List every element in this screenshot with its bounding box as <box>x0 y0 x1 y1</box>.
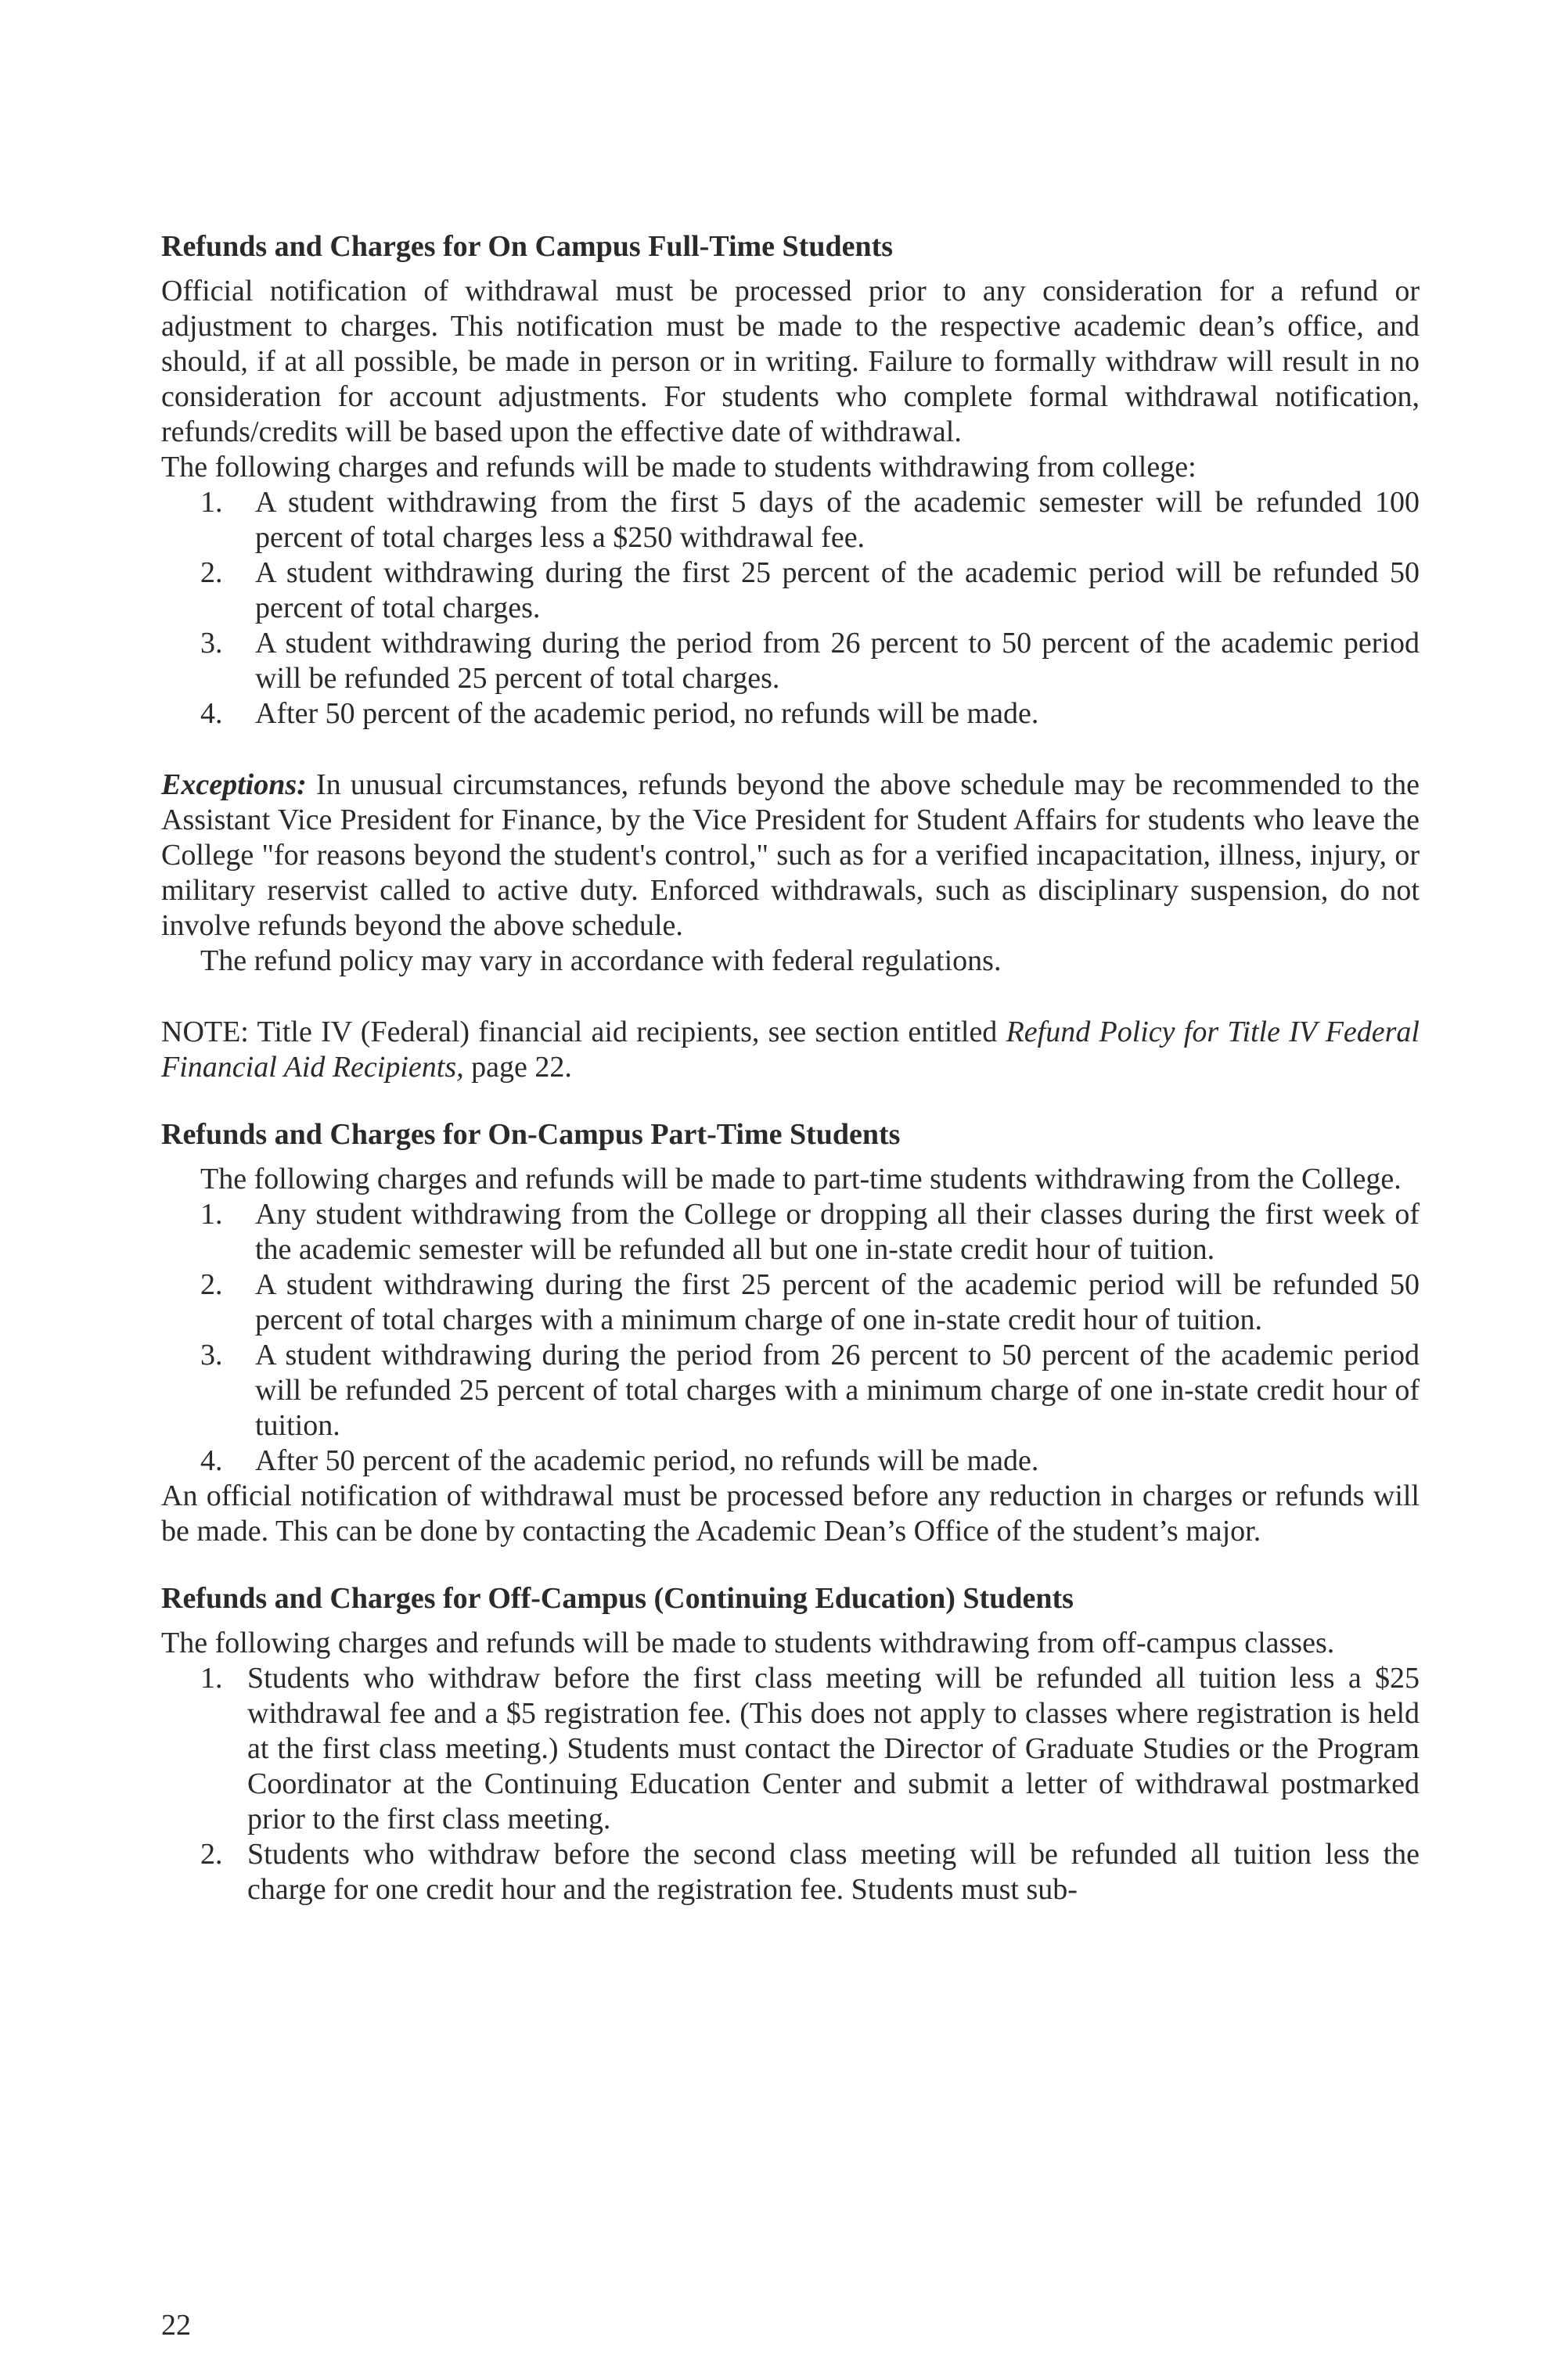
list-item-number: 1. <box>200 486 223 519</box>
full-time-heading: Refunds and Charges for On Campus Full-Time Students <box>161 230 894 263</box>
off-campus-intro: The following charges and refunds will be made to students withdrawing from off-campus classes. <box>161 1627 1335 1659</box>
list-item <box>161 555 1420 626</box>
exceptions-paragraph <box>161 768 1420 944</box>
list-item-number: 2. <box>200 1268 223 1301</box>
list-item-number: 2. <box>200 556 223 589</box>
page-content <box>161 228 1420 1907</box>
list-item <box>161 626 1420 696</box>
part-time-heading: Refunds and Charges for On-Campus Part-Time Students <box>161 1118 901 1151</box>
list-item <box>161 1837 1420 1907</box>
list-item-number: 3. <box>200 627 223 660</box>
list-item-number: 4. <box>200 697 223 730</box>
title-iv-note <box>161 1015 1420 1085</box>
part-time-list <box>161 1197 1420 1479</box>
full-time-list <box>161 485 1420 732</box>
page-number: 22 <box>161 2309 191 2342</box>
list-item-text: A student withdrawing during the first 25 percent of the academic period will be refunded 50 percent of total charges. <box>255 556 1420 624</box>
refund-policy-note: The refund policy may vary in accordance with federal regulations. <box>200 944 1002 977</box>
off-campus-heading: Refunds and Charges for Off-Campus (Continuing Education) Students <box>161 1582 1074 1615</box>
list-item-text: After 50 percent of the academic period, no refunds will be made. <box>255 1444 1039 1477</box>
list-item-text: After 50 percent of the academic period, no refunds will be made. <box>255 697 1039 730</box>
list-item-text: A student withdrawing during the first 25 percent of the academic period will be refunded 50 percent of total charges with a minimum charge of one in-state credit hour of tuition. <box>255 1268 1420 1336</box>
list-item <box>161 1443 1420 1479</box>
list-item-text: A student withdrawing during the period from 26 percent to 50 percent of the academic period will be refunded 25 percent of total charges with a minimum charge of one in-state credit hour of tuition. <box>255 1339 1420 1442</box>
list-item-text: Students who withdraw before the second class meeting will be refunded all tuition less the charge for one credit hour and the registration fee. Students must sub- <box>247 1838 1420 1906</box>
off-campus-list <box>161 1661 1420 1907</box>
list-item <box>161 1197 1420 1267</box>
list-item-number: 1. <box>200 1198 223 1231</box>
list-item-number: 1. <box>200 1662 223 1695</box>
exceptions-label: Exceptions: <box>161 768 307 801</box>
part-time-intro: The following charges and refunds will be made to part-time students withdrawing from the College. <box>200 1163 1402 1195</box>
list-item-text: A student withdrawing from the first 5 days of the academic semester will be refunded 100 percent of total charges less a $250 withdrawal fee. <box>255 486 1420 554</box>
note-suffix: page 22. <box>463 1051 572 1084</box>
list-item-text: Any student withdrawing from the College or dropping all their classes during the first week of the academic semester will be refunded all but one in-state credit hour of tuition. <box>255 1198 1420 1266</box>
list-item-number: 3. <box>200 1339 223 1372</box>
list-item-number: 4. <box>200 1444 223 1477</box>
list-item-number: 2. <box>200 1838 223 1871</box>
list-item-text: Students who withdraw before the first class meeting will be refunded all tuition less a $25 withdrawal fee and a $5 registration fee. (This does not apply to classes where registration is held at the first class meeting.) Students must contact the Director of Graduate Studies or the Program Coordinator at the Continuing Education Center and submit a letter of withdrawal postmarked prior to the first class meeting. <box>247 1662 1420 1835</box>
full-time-lead: The following charges and refunds will be made to students withdrawing from college: <box>161 451 1197 484</box>
note-section-title: Refund Policy for Title IV Federal Financial Aid Recipients, <box>161 1016 1420 1084</box>
list-item-text: A student withdrawing during the period from 26 percent to 50 percent of the academic period will be refunded 25 percent of total charges. <box>255 627 1420 695</box>
note-prefix: NOTE: Title IV (Federal) financial aid recipients, see section entitled <box>161 1016 1006 1048</box>
list-item <box>161 696 1420 732</box>
full-time-intro: Official notification of withdrawal must be processed prior to any consideration for a refund or adjustment to charges. This notification must be made to the respective academic dean’s office, and should, if at all possible, be made in person or in writing. Failure to formally withdraw will result in no consideration for account adjustments. For students who complete formal withdrawal notification, refunds/credits will be based upon the effective date of withdrawal. <box>161 275 1420 448</box>
list-item <box>161 1338 1420 1443</box>
list-item <box>161 485 1420 555</box>
list-item <box>161 1661 1420 1837</box>
list-item <box>161 1267 1420 1338</box>
exceptions-text: In unusual circumstances, refunds beyond the above schedule may be recommended to the Assistant Vice President for Finance, by the Vice President for Student Affairs for students who leave the College "for reasons beyond the student's control," such as for a verified incapacitation, illness, injury, or military reservist called to active duty. Enforced withdrawals, such as disciplinary suspension, do not involve refunds beyond the above schedule. <box>161 768 1420 942</box>
part-time-closing: An official notification of withdrawal must be processed before any reduction in charges or refunds will be made. This can be done by contacting the Academic Dean’s Office of the student’s major. <box>161 1479 1420 1548</box>
